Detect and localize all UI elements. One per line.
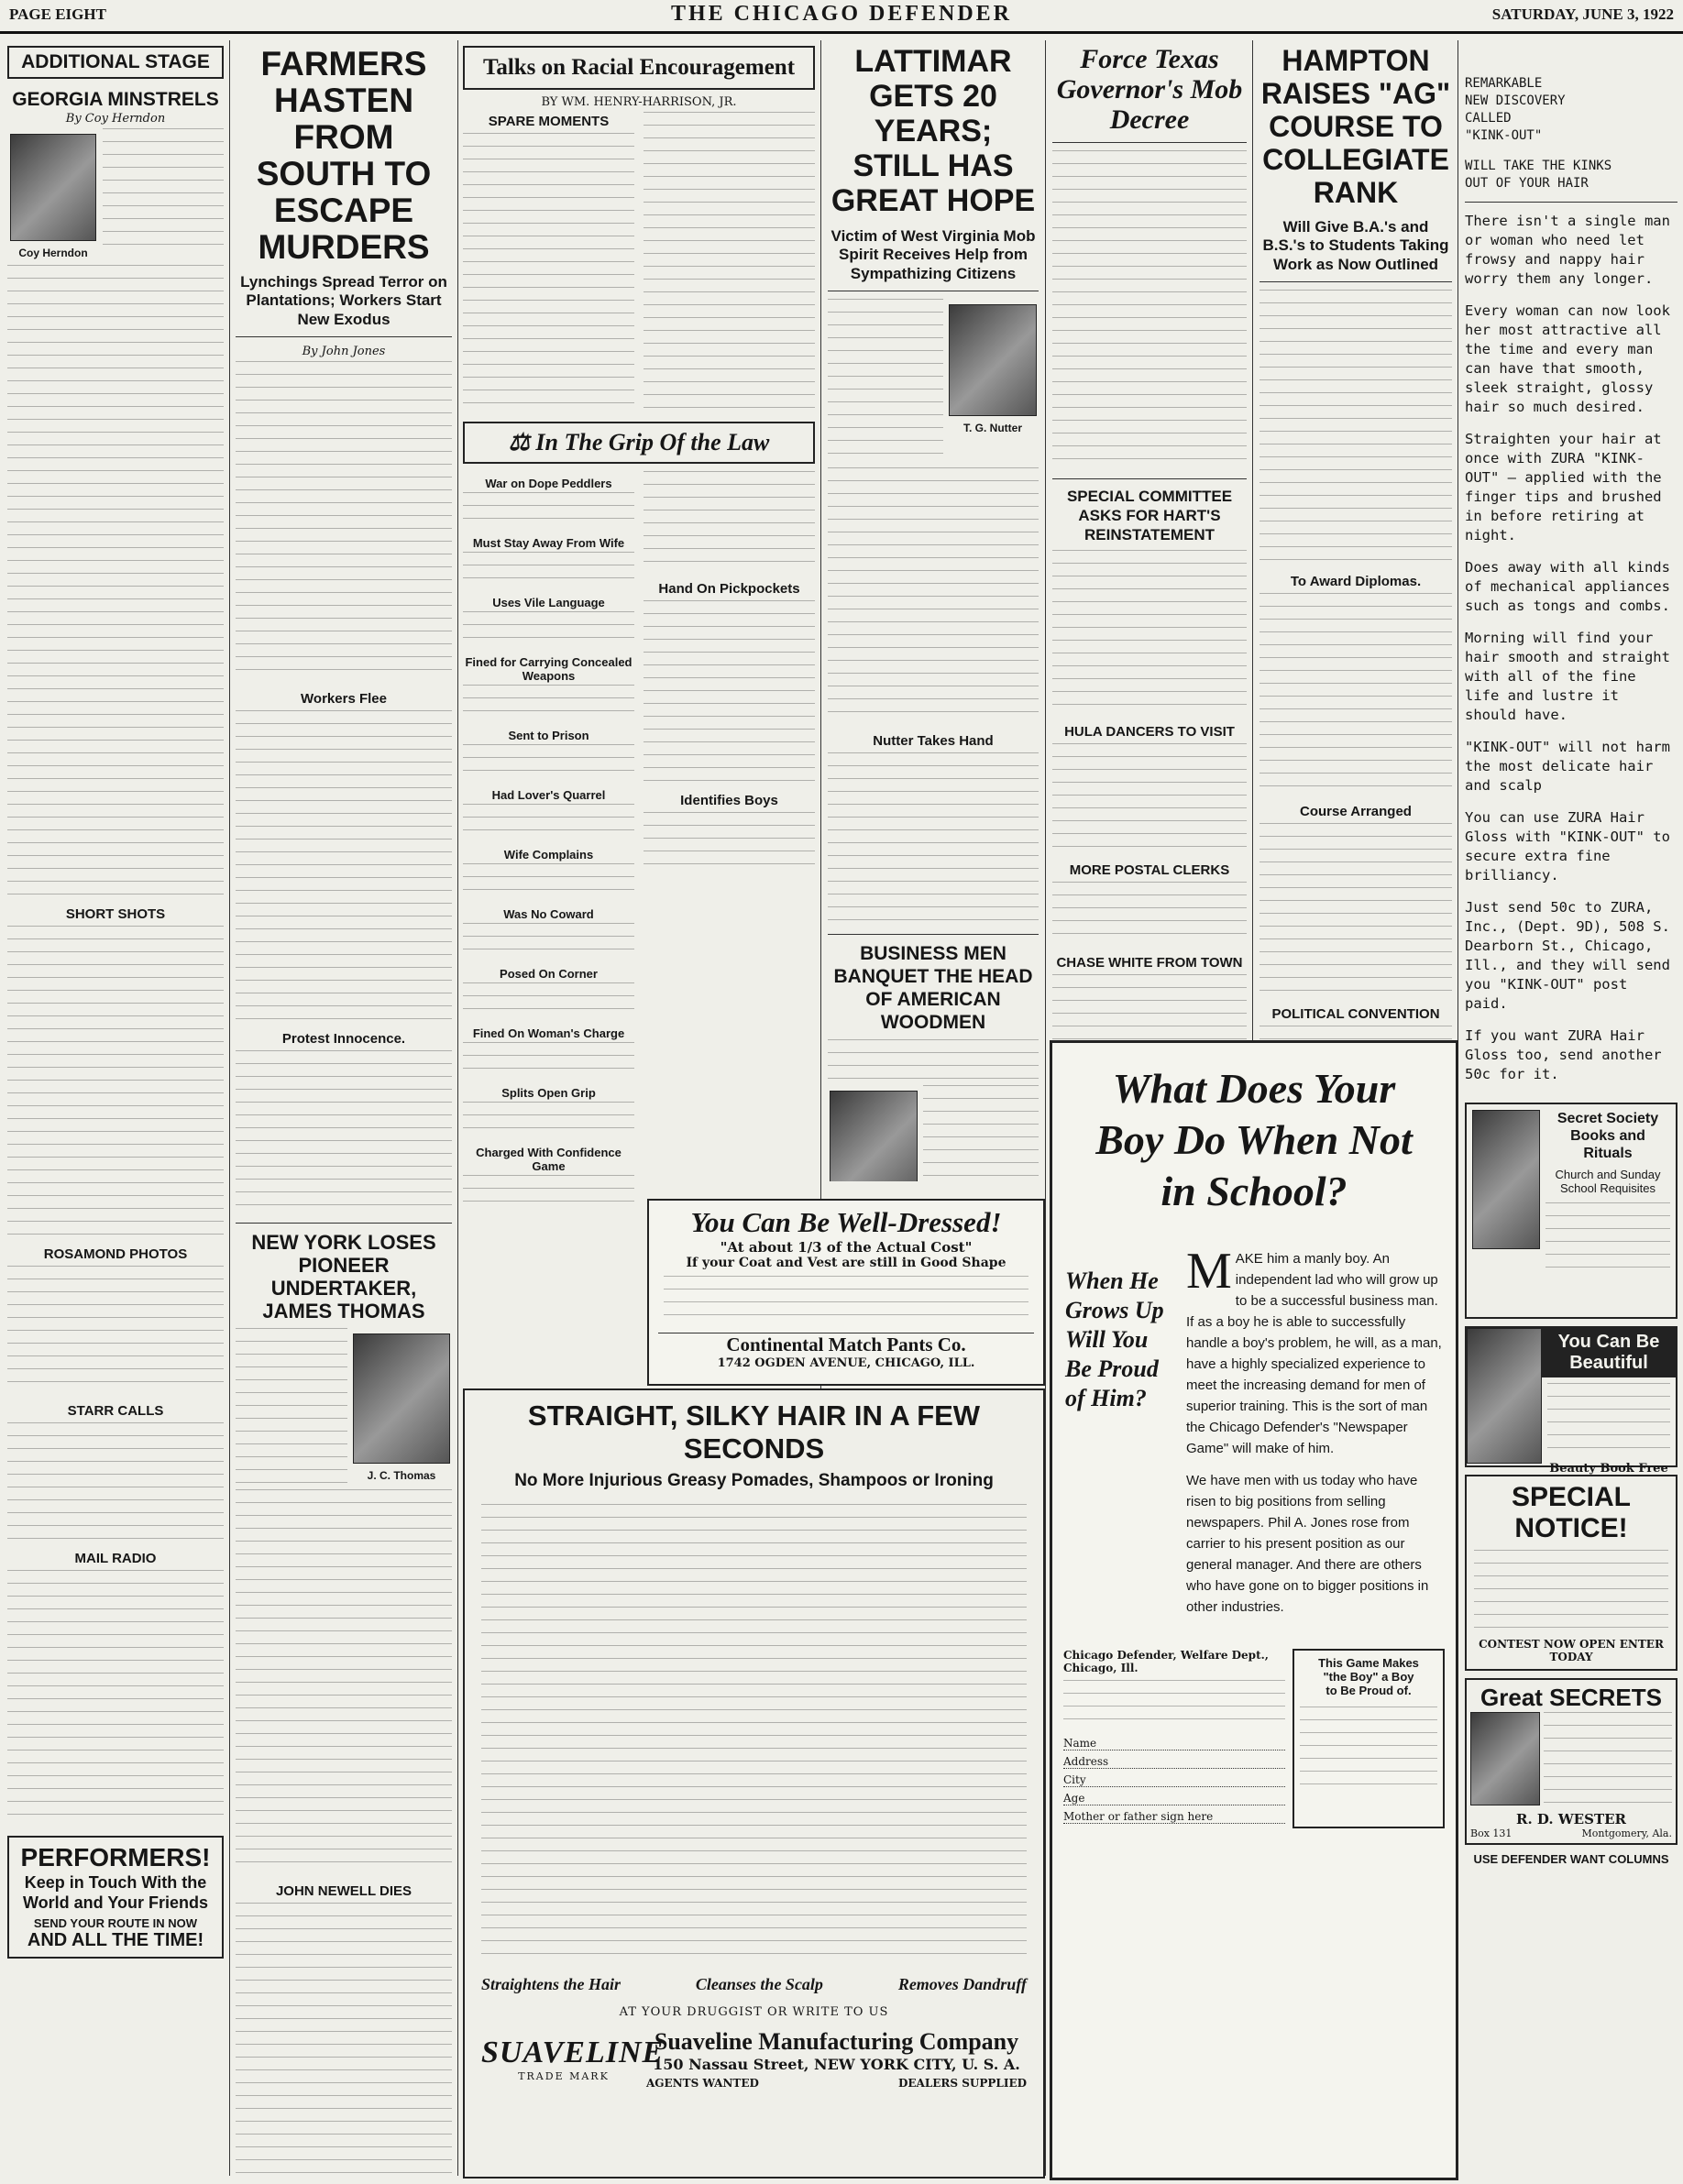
kink-out-header-line: WILL TAKE THE KINKS	[1465, 159, 1612, 173]
byline: By Coy Herndon	[65, 112, 166, 126]
column-rule	[457, 40, 458, 2176]
drop-cap: M	[1186, 1243, 1232, 1300]
special-notice-title: SPECIAL NOTICE!	[1511, 1482, 1632, 1543]
kink-out-ad-header	[1465, 75, 1678, 192]
kink-out-paragraph: There isn't a single man or woman who need let frowsy and nappy hair worry them any longer.	[1465, 213, 1670, 287]
advertiser-city: Montgomery, Ala.	[1581, 1827, 1672, 1839]
boy-ad-left-text: When He Grows Up Will You Be Proud of Him?	[1065, 1268, 1164, 1411]
column-farmers	[236, 40, 452, 2176]
page-number: PAGE EIGHT	[9, 5, 106, 23]
tagline-straightens: Straightens the Hair	[481, 1975, 622, 1993]
trade-mark: TRADE MARK	[518, 2070, 610, 2082]
column-talks	[463, 40, 815, 1227]
subhead: POLITICAL CONVENTION	[1271, 1006, 1440, 1023]
game-line: This Game Makes	[1318, 1656, 1419, 1670]
court-note-subhead: Fined for Carrying Concealed Weapons	[465, 655, 632, 683]
body-text	[463, 744, 634, 783]
court-note-subhead: Uses Vile Language	[492, 596, 605, 609]
coupon-field[interactable]: Age	[1063, 1792, 1285, 1805]
subhead: ROSAMOND PHOTOS	[43, 1246, 188, 1262]
advertiser-box: Box 131	[1470, 1827, 1512, 1839]
subhead: To Award Diplomas.	[1290, 574, 1422, 590]
great-secrets-title: Great SECRETS	[1480, 1684, 1662, 1711]
subhead: Course Arranged	[1300, 804, 1412, 820]
beautiful-title: You Can Be Beautiful	[1542, 1328, 1676, 1377]
performers-footer: AND ALL THE TIME!	[27, 1930, 204, 1950]
special-notice-ad	[1465, 1475, 1678, 1671]
beauty-book: Beauty Book Free	[1549, 1462, 1668, 1476]
figure-illustration	[1470, 1712, 1540, 1805]
boy-ad-body: AKE him a manly boy. An independent lad who will grow up to be a successful business man. If as a boy he is able to successfully handle a boy's problem, he will, as a man, have a highly specialized experience to meet the increasing demand for men of superior training. This is the sort of man the Chicago Defender's "Newspaper Game" will make of him.	[1186, 1251, 1442, 1456]
portrait-photo	[949, 304, 1037, 416]
subhead: Workers Flee	[301, 691, 387, 708]
newspaper-game-ad	[1050, 1040, 1458, 2180]
body-text	[1052, 743, 1247, 853]
agents-wanted: AGENTS WANTED	[646, 2077, 759, 2090]
kink-out-paragraph: If you want ZURA Hair Gloss too, send another 50c for it.	[1465, 1027, 1662, 1082]
subhead: Identifies Boys	[680, 793, 778, 808]
subhead: Nutter Takes Hand	[873, 733, 994, 750]
newspaper-title: THE CHICAGO DEFENDER	[670, 2, 1013, 26]
subhead: CHASE WHITE FROM TOWN	[1056, 955, 1243, 971]
secret-society-ad	[1465, 1103, 1678, 1319]
article-headline: BUSINESS MEN BANQUET THE HEAD OF AMERICAN WOODMEN	[833, 943, 1033, 1034]
body-text	[463, 982, 634, 1021]
kink-out-paragraph: "KINK-OUT" will not harm the most delicate hair and scalp	[1465, 739, 1670, 794]
court-note-subhead: Was No Coward	[503, 907, 594, 921]
body-text	[1052, 150, 1247, 471]
subhead: HULA DANCERS TO VISIT	[1064, 724, 1235, 740]
body-text	[463, 1042, 634, 1081]
game-line: "the Boy" a Boy	[1323, 1670, 1414, 1684]
kink-out-header-line: "KINK-OUT"	[1465, 128, 1543, 143]
dealers-supplied: DEALERS SUPPLIED	[897, 2077, 1027, 2090]
court-note-subhead: War on Dope Peddlers	[485, 477, 612, 490]
suaveline-body	[481, 1504, 1027, 1962]
photo-caption: T. G. Nutter	[962, 422, 1022, 435]
portrait-photo	[353, 1333, 450, 1464]
kink-out-paragraph: Morning will find your hair smooth and straight with all of the fine life and lustre it should have.	[1465, 630, 1670, 723]
court-note-subhead: Fined On Woman's Charge	[472, 1026, 625, 1040]
subhead: JOHN NEWELL DIES	[275, 1883, 412, 1900]
body-text	[236, 1328, 347, 1484]
body-text	[463, 1102, 634, 1140]
suaveline-where: AT YOUR DRUGGIST OR WRITE TO US	[619, 2005, 889, 2019]
byline: By John Jones	[302, 345, 386, 359]
coupon-fields	[1063, 1737, 1285, 1824]
kink-out-header-line: CALLED	[1465, 111, 1512, 126]
body-text	[236, 361, 452, 682]
grip-of-law-banner	[463, 422, 815, 464]
body-text	[463, 1175, 634, 1213]
sphinx-illustration	[1472, 1110, 1540, 1249]
body-text	[463, 611, 634, 650]
body-text	[7, 926, 224, 1237]
portrait-photo	[10, 134, 96, 241]
well-dressed-title: You Can Be Well-Dressed!	[690, 1206, 1002, 1238]
body-text	[7, 1422, 224, 1542]
article-headline: HAMPTON RAISES "AG" COURSE TO COLLEGIATE RANK	[1260, 44, 1451, 209]
kink-out-paragraph: You can use ZURA Hair Gloss with "KINK-OUT" to secure extra fine brilliancy.	[1465, 809, 1670, 883]
body-text	[1052, 550, 1247, 715]
body-text	[1260, 823, 1452, 997]
column-ads	[1465, 40, 1678, 2176]
column-stage	[7, 40, 224, 2176]
body-text	[463, 552, 634, 590]
well-dressed-subtitle: "At about 1/3 of the Actual Cost"	[720, 1239, 973, 1256]
kink-out-paragraph: Does away with all kinds of mechanical appliances such as tongs and combs.	[1465, 559, 1670, 614]
performers-footer: SEND YOUR ROUTE IN NOW	[33, 1916, 198, 1930]
body-text	[7, 265, 224, 897]
body-text	[828, 299, 943, 464]
grip-title: In The Grip Of the Law	[535, 429, 770, 455]
kink-out-paragraph: Just send 50c to ZURA, Inc., (Dept. 9D), 508 S. Dearborn St., Chicago, Ill., and they will send you "KINK-OUT" post paid.	[1465, 899, 1670, 1012]
subhead: Protest Innocence.	[281, 1031, 406, 1048]
body-text	[463, 685, 634, 723]
want-columns-footer: USE DEFENDER WANT COLUMNS	[1473, 1852, 1669, 1866]
beautiful-ad	[1465, 1326, 1678, 1476]
suaveline-company: Suaveline Manufacturing Company	[654, 2028, 1019, 2055]
tagline-dandruff: Removes Dandruff	[897, 1975, 1027, 1993]
byline: BY WM. HENRY-HARRISON, JR.	[541, 95, 737, 109]
kink-out-paragraph: Every woman can now look her most attractive all the time and every man can have that smooth, sleek straight, glossy hair so much desired.	[1465, 302, 1670, 415]
subhead: SPARE MOMENTS	[488, 114, 610, 129]
column-hampton	[1260, 40, 1452, 1067]
subhead: MAIL RADIO	[74, 1551, 157, 1566]
court-note-subhead: Had Lover's Quarrel	[491, 788, 606, 802]
article-headline: GEORGIA MINSTRELS	[12, 89, 219, 110]
advertiser-name: R. D. WESTER	[1516, 1811, 1626, 1827]
secret-subtitle: Church and Sunday School Requisites	[1555, 1168, 1661, 1195]
well-dressed-address: 1742 OGDEN AVENUE, CHICAGO, ILL.	[717, 1356, 975, 1370]
game-box	[1292, 1649, 1445, 1828]
kink-out-ad-body	[1465, 212, 1678, 1084]
article-deck: Victim of West Virginia Mob Spirit Receives Help from Sympathizing Citizens	[830, 227, 1036, 282]
article-headline: NEW YORK LOSES PIONEER UNDERTAKER, JAMES THOMAS	[251, 1231, 436, 1323]
issue-date: SATURDAY, JUNE 3, 1922	[1491, 5, 1674, 23]
photo-caption: J. C. Thomas	[367, 1469, 436, 1483]
court-note-subhead: Must Stay Away From Wife	[472, 536, 625, 550]
column-texas	[1052, 40, 1247, 1067]
court-note-subhead: Splits Open Grip	[501, 1086, 596, 1100]
kink-out-header-line: NEW DISCOVERY	[1465, 93, 1566, 108]
suaveline-subtitle: No More Injurious Greasy Pomades, Shampoos or Ironing	[514, 1471, 994, 1490]
body-text	[644, 812, 815, 876]
scales-icon: ⚖	[508, 429, 530, 455]
suaveline-logo: SUAVELINE	[481, 2036, 665, 2069]
body-text	[463, 492, 634, 531]
boy-ad-body-2: We have men with us today who have risen to big positions from selling newspapers. Phil A. Jones rose from carrier to his present position as our general manager. And there are others who have gone on to bigger positions in other industries.	[1186, 1473, 1429, 1615]
kink-out-header-line: REMARKABLE	[1465, 76, 1543, 91]
performers-ad	[7, 1836, 224, 1959]
column-lattimar	[828, 40, 1039, 1181]
well-dressed-company: Continental Match Pants Co.	[658, 1333, 1034, 1356]
body-text	[7, 1570, 224, 1827]
body-text	[828, 752, 1039, 927]
body-text	[463, 923, 634, 961]
column-rule	[229, 40, 230, 2176]
body-text	[1260, 290, 1452, 565]
court-notes-left	[463, 471, 634, 1213]
court-note-subhead: Sent to Prison	[508, 729, 589, 742]
performers-subtitle: Keep in Touch With the World and Your Friends	[22, 1873, 209, 1912]
game-line: to Be Proud of.	[1326, 1684, 1412, 1697]
court-note-subhead: Wife Complains	[503, 848, 594, 862]
woman-portrait	[1467, 1328, 1542, 1464]
suaveline-title: STRAIGHT, SILKY HAIR IN A FEW SECONDS	[527, 1399, 981, 1465]
column-rule	[1045, 40, 1046, 2176]
kink-out-header-line: OUT OF YOUR HAIR	[1465, 176, 1589, 191]
kink-out-paragraph: Straighten your hair at once with ZURA "KINK-OUT" — applied with the finger tips and brushed in before retiring at night.	[1465, 431, 1662, 543]
body-text	[236, 1903, 452, 2176]
coupon-field[interactable]: City	[1063, 1773, 1285, 1787]
body-text	[7, 1266, 224, 1394]
contest-notice: CONTEST NOW OPEN ENTER TODAY	[1479, 1638, 1664, 1663]
secret-title: Secret Society Books and Rituals	[1556, 1111, 1659, 1161]
coupon-field[interactable]: Name	[1063, 1737, 1285, 1750]
article-headline: FARMERS HASTEN FROM SOUTH TO ESCAPE MURDERS	[256, 45, 432, 266]
portrait-photo	[830, 1091, 918, 1181]
article-headline: SPECIAL COMMITTEE ASKS FOR HART'S REINSTATEMENT	[1066, 488, 1233, 543]
subhead: SHORT SHOTS	[65, 906, 166, 922]
section-title: ADDITIONAL STAGE	[7, 46, 224, 79]
subhead: MORE POSTAL CLERKS	[1069, 862, 1230, 878]
body-text	[463, 863, 634, 902]
body-text	[236, 1489, 452, 1874]
body-text	[644, 600, 815, 784]
tagline-cleanses: Cleanses the Scalp	[695, 1975, 823, 1993]
body-text	[1260, 593, 1452, 795]
body-text	[103, 128, 224, 257]
article-headline: Force Texas Governor's Mob Decree	[1056, 44, 1243, 135]
body-text	[644, 112, 815, 414]
body-text	[828, 1039, 1039, 1085]
masthead	[0, 0, 1683, 34]
court-note-subhead: Posed On Corner	[500, 967, 598, 981]
suaveline-address: 150 Nassau Street, NEW YORK CITY, U. S. A.	[653, 2056, 1020, 2073]
body-text	[1052, 882, 1247, 946]
court-note-subhead: Charged With Confidence Game	[476, 1146, 622, 1173]
coupon-field[interactable]: Mother or father sign here	[1063, 1810, 1285, 1824]
well-dressed-ad	[647, 1199, 1045, 1386]
body-text	[923, 1085, 1039, 1181]
article-deck: Lynchings Spread Terror on Plantations; Workers Start New Exodus	[240, 273, 447, 328]
boy-ad-title: What Does Your Boy Do When Not in School?	[1095, 1065, 1413, 1214]
suaveline-ad	[463, 1388, 1045, 2179]
great-secrets-ad	[1465, 1678, 1678, 1845]
well-dressed-subtitle-2: If your Coat and Vest are still in Good Shape	[686, 1256, 1006, 1270]
body-text	[463, 133, 634, 408]
photo-caption: Coy Herndon	[18, 247, 88, 259]
article-headline: LATTIMAR GETS 20 YEARS; STILL HAS GREAT HOPE	[830, 44, 1036, 218]
feature-title: Talks on Racial Encouragement	[463, 46, 815, 90]
body-text	[828, 467, 1039, 724]
body-text	[236, 710, 452, 1022]
body-text	[463, 804, 634, 842]
coupon-field[interactable]: Address	[1063, 1755, 1285, 1769]
subhead: Hand On Pickpockets	[658, 581, 800, 597]
article-deck: Will Give B.A.'s and B.S.'s to Students Taking Work as Now Outlined	[1262, 218, 1449, 273]
subhead: STARR CALLS	[67, 1403, 164, 1419]
coupon-header: Chicago Defender, Welfare Dept., Chicago, Ill.	[1063, 1649, 1269, 1674]
performers-title: PERFORMERS!	[20, 1843, 211, 1871]
body-text	[236, 1050, 452, 1215]
body-text	[644, 471, 815, 572]
